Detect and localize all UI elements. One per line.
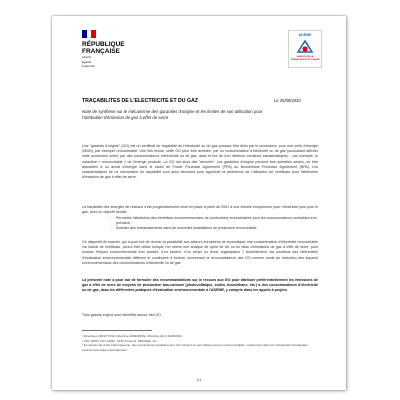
list-item: - Susciter des investissements dans de nouvelles installations de production renouvelable. bbox=[110, 226, 318, 231]
paragraph-tracabilite: La traçabilité des énergies de réseaux s'est progressivement mise en place à partir de 2001 à une échelle européenne pour l'électricité puis pour le gaz, avec un objectif double : bbox=[82, 205, 318, 215]
document-page bbox=[52, 16, 346, 390]
ademe-logo-title: ADEME bbox=[298, 33, 312, 37]
motto-egalite: Égalité bbox=[82, 59, 92, 64]
republique-francaise-logo bbox=[82, 30, 162, 69]
tricolor-flag-icon bbox=[82, 30, 96, 38]
list-item: - Permettre l'attribution des bénéfices environnementaux de productions renouvelables pour les consommateurs souhaitant s'en prévaloir ; bbox=[110, 216, 318, 226]
paragraph-dispositif-marche: Ce dispositif de marché, qui a pour but de donner la possibilité aux acteurs européens de revendiquer une consommation d'électricité renouvelable via l'achat de certificats, peut-il être utilisé lorsque l'on relève une analyse de cycle de vie ou un bilan d'émissions de gaz à effet de serre, pour évaluer l'impact environnemental d'un produit, d'un service, d'un projet ou d'une organisation ? Actuellement, les positions des référentiels d'évaluation environnementale diffèrent et continuent à évoluer concernant la reconnaissance des GO comme mode de réduction des impacts environnementaux des consommateurs d'électricité ou de gaz. bbox=[82, 240, 318, 265]
ademe-emblem-icon bbox=[296, 39, 314, 55]
footnote-3: ³ En dehors de l'Union Européenne, des mécanismes similaires aux GO existent et sont utilisés par les mêmes finalités, notamment dans les référentiels d'évaluation environnementale internationaux. bbox=[82, 343, 308, 352]
paragraph-objectif-note: La présente note a pour but de formuler des recommandations sur le recours aux GO pour attribuer préférentiellement les émissions de gaz à effet de serre de moyens de production bas-carbone (photovoltaïque, éolien, biométhane, etc.) à des consommateurs d'électricité ou de gaz, dans les différentes pratiques d'évaluation environnementale à l'ADEME, y compris dans les appels à projets. bbox=[82, 278, 318, 293]
republic-name-line1: RÉPUBLIQUE bbox=[82, 41, 125, 48]
footnotes bbox=[82, 334, 318, 352]
footnote-separator bbox=[82, 330, 152, 331]
republic-name-line2: FRANÇAISE bbox=[82, 48, 120, 55]
ademe-logo bbox=[288, 30, 322, 68]
ademe-logo-subtitle: AGENCE DE LA TRANSITION ÉCOLOGIQUE bbox=[290, 56, 320, 61]
paragraph-garanties-origine: Une "garantie d'origine" (GO) est un certificat de traçabilité de l'électricité ou du gaz pouvant être émis par le producteur, pour une unité d'énergie (MWh), par exemple renouvelable. Une fois émise, cette GO peut être achetée, par un consommateur d'électricité ou de gaz (souhaitant afficher cette production verte) par des consommateurs d'électricité ou de gaz, dans le but de s'en attribuer certaines caractéristiques – par exemple, le caractère « renouvelable » de l'énergie produite. La GO est alors dite "annulée". Les garanties d'origine peuvent être achetées seules, ou être associées à un achat d'énergie dans le cadre de Power Purchase Agreement (PPA) ou Biomethane Purchase Agreement (BPA). Les caractéristiques de ce mécanisme de traçabilité sont ainsi décisives pour apprécier la pertinence de l'utilisation de certificats pour l'attribution d'émission de gaz à effet de serre. bbox=[82, 144, 318, 180]
objectives-list bbox=[110, 216, 318, 232]
footnote-1: ¹ Directives 2001/77/CE, Directive 2009/28/CE, Directive (EU) 2018/2001 bbox=[82, 334, 183, 338]
motto-liberte: Liberté bbox=[82, 55, 92, 59]
paragraph-enjeux: Trois grands enjeux sont identifiés autour des GO bbox=[82, 313, 161, 317]
document-title: TRAÇABILITES DE L'ELECTRICITE ET DU GAZ bbox=[82, 98, 198, 104]
document-subtitle: Note de synthèse sur le mécanisme des garanties d'origine et les limites de son utilisation pour l'attribution d'émission de gaz à effet de serre bbox=[82, 109, 263, 120]
motto-fraternite: Fraternité bbox=[82, 64, 95, 69]
footnote-2: ² ISO 14064, ISO 14067, GHG Protocol, PEF/OEF, etc. bbox=[82, 338, 158, 343]
document-date: Le 25/08/2020 bbox=[274, 98, 301, 103]
page-number: 1/4 bbox=[196, 378, 202, 382]
